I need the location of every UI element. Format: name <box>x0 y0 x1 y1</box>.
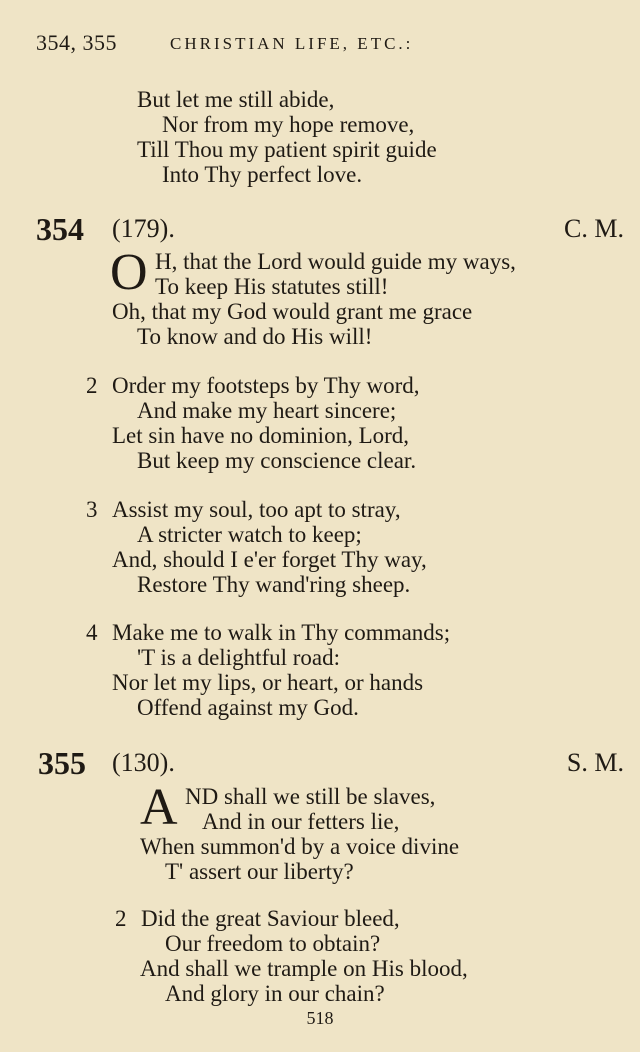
verse-line: Into Thy perfect love. <box>162 162 363 187</box>
header-page-range: 354, 355 <box>36 30 117 55</box>
verse-line: H, that the Lord would guide my ways, <box>155 249 516 274</box>
verse-line: Let sin have no dominion, Lord, <box>112 423 410 448</box>
verse-text: Assist my soul, too apt to stray, <box>112 497 401 522</box>
verse-line: 'T is a delightful road: <box>137 645 341 670</box>
verse-line: Offend against my God. <box>137 695 359 720</box>
verse-line: And make my heart sincere; <box>137 398 397 423</box>
verse-text: Order my footsteps by Thy word, <box>112 373 420 398</box>
stanza-line-numbered <box>86 497 401 523</box>
verse-line: Oh, that my God would grant me grace <box>112 299 473 324</box>
verse-line: Our freedom to obtain? <box>165 931 381 956</box>
verse-line: A stricter watch to keep; <box>137 522 362 547</box>
stanza-number: 3 <box>86 497 98 522</box>
stanza-number: 2 <box>86 373 98 398</box>
verse-line: And in our fetters lie, <box>202 809 400 834</box>
hymn-number: 355 <box>38 745 86 781</box>
verse-line: ND shall we still be slaves, <box>185 784 436 809</box>
drop-cap: A <box>140 779 178 836</box>
verse-line: When summon'd by a voice divine <box>140 834 460 859</box>
running-header <box>36 30 616 60</box>
stanza-line-numbered <box>86 620 450 646</box>
stanza-line-numbered <box>86 373 419 399</box>
page-number: 518 <box>306 1008 334 1028</box>
stanza-number: 2 <box>115 906 127 931</box>
hymn-meter: S. M. <box>566 748 624 777</box>
verse-text: Make me to walk in Thy commands; <box>112 620 451 645</box>
verse-line: Nor let my lips, or heart, or hands <box>112 670 424 695</box>
verse-line: Nor from my hope remove, <box>162 112 415 137</box>
header-section-title: CHRISTIAN LIFE, ETC.: <box>170 34 414 53</box>
hymn-number: 354 <box>36 211 84 247</box>
drop-cap: O <box>110 244 148 301</box>
verse-line: Restore Thy wand'ring sheep. <box>137 572 411 597</box>
hymn-reference: (130). <box>112 748 175 777</box>
verse-line: And, should I e'er forget Thy way, <box>112 547 427 572</box>
verse-line: And shall we trample on His blood, <box>140 956 468 981</box>
verse-text: Did the great Saviour bleed, <box>141 906 400 931</box>
verse-line: T' assert our liberty? <box>165 859 354 884</box>
verse-line: But let me still abide, <box>137 87 335 112</box>
verse-line: But keep my conscience clear. <box>137 448 417 473</box>
verse-line: And glory in our chain? <box>165 981 385 1006</box>
hymn-reference: (179). <box>112 214 175 243</box>
hymn-meter: C. M. <box>564 214 624 243</box>
stanza-line-numbered <box>115 906 400 932</box>
verse-line: Till Thou my patient spirit guide <box>137 137 437 162</box>
stanza-number: 4 <box>86 620 98 645</box>
verse-line: To know and do His will! <box>137 324 373 349</box>
verse-line: To keep His statutes still! <box>155 274 389 299</box>
